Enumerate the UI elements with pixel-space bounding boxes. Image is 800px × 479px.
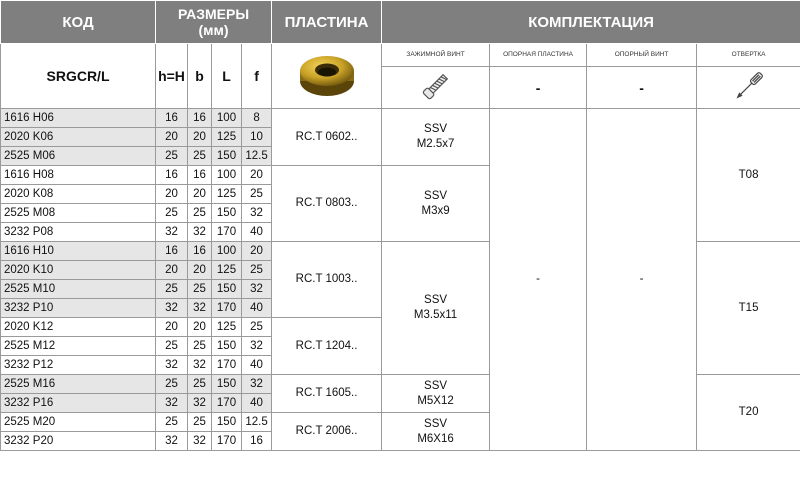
row-h: 25 — [156, 204, 188, 223]
clamp-screw-line1: SSV — [424, 417, 448, 430]
screw-icon — [417, 67, 455, 105]
row-code: 3232 P12 — [1, 356, 156, 375]
insert-cell: RC.T 0602.. — [272, 109, 382, 166]
row-b: 20 — [188, 185, 212, 204]
shim-screw-cell: - — [587, 109, 697, 451]
column-f: f — [242, 44, 272, 109]
header-sizes-label: РАЗМЕРЫ — [178, 6, 250, 22]
row-b: 25 — [188, 337, 212, 356]
row-L: 150 — [212, 413, 242, 432]
row-L: 100 — [212, 166, 242, 185]
column-h: h=H — [156, 44, 188, 109]
row-b: 32 — [188, 223, 212, 242]
row-f: 16 — [242, 432, 272, 451]
insert-cell: RC.T 1605.. — [272, 375, 382, 413]
row-h: 32 — [156, 394, 188, 413]
insert-cell: RC.T 1204.. — [272, 318, 382, 375]
row-code: 1616 H06 — [1, 109, 156, 128]
row-b: 25 — [188, 280, 212, 299]
row-code: 3232 P10 — [1, 299, 156, 318]
header-insert: ПЛАСТИНА — [272, 1, 382, 44]
column-code: SRGCR/L — [1, 44, 156, 109]
row-L: 170 — [212, 223, 242, 242]
clamp-screw-cell — [382, 375, 490, 413]
clamp-screw-line2: M6X16 — [417, 432, 454, 445]
row-h: 25 — [156, 147, 188, 166]
insert-cell: RC.T 1003.. — [272, 242, 382, 318]
row-h: 16 — [156, 242, 188, 261]
row-code: 2525 M20 — [1, 413, 156, 432]
row-h: 32 — [156, 432, 188, 451]
row-L: 150 — [212, 375, 242, 394]
column-L: L — [212, 44, 242, 109]
row-L: 170 — [212, 394, 242, 413]
header-sizes — [156, 1, 272, 44]
row-h: 20 — [156, 128, 188, 147]
row-code: 2525 M16 — [1, 375, 156, 394]
row-L: 125 — [212, 128, 242, 147]
row-b: 16 — [188, 242, 212, 261]
clamp-screw-line2: M3.5x11 — [413, 309, 458, 321]
clamp-screw-line2: M5X12 — [417, 394, 454, 407]
row-f: 10 — [242, 128, 272, 147]
row-b: 20 — [188, 128, 212, 147]
clamp-screw-line2: M3x9 — [421, 204, 450, 217]
row-code: 2020 K10 — [1, 261, 156, 280]
row-f: 32 — [242, 204, 272, 223]
row-code: 1616 H08 — [1, 166, 156, 185]
row-b: 32 — [188, 356, 212, 375]
header-sizes-unit: (мм) — [198, 22, 229, 38]
shim-screw-dash: - — [587, 67, 697, 109]
clamp-screw-line1: SSV — [424, 123, 448, 135]
row-h: 32 — [156, 356, 188, 375]
row-h: 25 — [156, 280, 188, 299]
row-L: 150 — [212, 280, 242, 299]
row-L: 125 — [212, 261, 242, 280]
screwdriver-icon — [730, 67, 768, 105]
insert-image-cell — [272, 44, 382, 109]
row-code: 3232 P08 — [1, 223, 156, 242]
clamp-screw-cell — [382, 413, 490, 451]
row-f: 40 — [242, 394, 272, 413]
row-f: 32 — [242, 375, 272, 394]
row-h: 25 — [156, 375, 188, 394]
row-L: 150 — [212, 337, 242, 356]
row-b: 25 — [188, 413, 212, 432]
clamp-screw-line2: M2.5x7 — [416, 138, 455, 150]
row-code: 2525 M06 — [1, 147, 156, 166]
insert-cell: RC.T 2006.. — [272, 413, 382, 451]
insert-cell: RC.T 0803.. — [272, 166, 382, 242]
clamp-screw-cell — [382, 242, 490, 375]
key-cell: T08 — [697, 109, 800, 242]
row-b: 20 — [188, 261, 212, 280]
row-code: 2525 M08 — [1, 204, 156, 223]
row-code: 2020 K06 — [1, 128, 156, 147]
row-f: 40 — [242, 223, 272, 242]
row-f: 40 — [242, 299, 272, 318]
row-h: 16 — [156, 109, 188, 128]
row-code: 2020 K08 — [1, 185, 156, 204]
row-b: 32 — [188, 394, 212, 413]
row-h: 25 — [156, 413, 188, 432]
subheader-key: ОТВЕРТКА — [697, 44, 800, 67]
row-code: 2525 M12 — [1, 337, 156, 356]
row-b: 25 — [188, 375, 212, 394]
row-L: 170 — [212, 432, 242, 451]
row-b: 32 — [188, 432, 212, 451]
clamp-screw-line1: SSV — [424, 379, 448, 392]
row-code: 2525 M10 — [1, 280, 156, 299]
row-L: 125 — [212, 318, 242, 337]
row-L: 150 — [212, 147, 242, 166]
row-h: 20 — [156, 185, 188, 204]
header-kit: КОМПЛЕКТАЦИЯ — [382, 1, 800, 44]
clamp-screw-cell — [382, 109, 490, 166]
row-code: 1616 H10 — [1, 242, 156, 261]
row-h: 25 — [156, 337, 188, 356]
row-L: 100 — [212, 242, 242, 261]
row-b: 16 — [188, 166, 212, 185]
row-h: 32 — [156, 299, 188, 318]
row-h: 20 — [156, 318, 188, 337]
clamp-screw-line1: SSV — [424, 294, 448, 306]
row-code: 3232 P16 — [1, 394, 156, 413]
row-f: 25 — [242, 261, 272, 280]
row-f: 25 — [242, 185, 272, 204]
row-f: 12.5 — [242, 147, 272, 166]
shim-dash: - — [490, 67, 587, 109]
column-b: b — [188, 44, 212, 109]
subheader-shim: ОПОРНАЯ ПЛАСТИНА — [490, 44, 587, 67]
row-b: 20 — [188, 318, 212, 337]
row-code: 2020 K12 — [1, 318, 156, 337]
row-L: 150 — [212, 204, 242, 223]
subheader-shim-screw: ОПОРНЫЙ ВИНТ — [587, 44, 697, 67]
row-f: 40 — [242, 356, 272, 375]
clamp-screw-cell — [382, 166, 490, 242]
key-cell: T15 — [697, 242, 800, 375]
clamp-screw-icon-cell — [382, 67, 490, 109]
subheader-clamp-screw: ЗАЖИМНОЙ ВИНТ — [382, 44, 490, 67]
round-insert-image — [296, 51, 358, 101]
row-h: 32 — [156, 223, 188, 242]
clamp-screw-line1: SSV — [424, 189, 448, 202]
row-L: 170 — [212, 299, 242, 318]
row-b: 32 — [188, 299, 212, 318]
header-code: КОД — [1, 1, 156, 44]
row-L: 100 — [212, 109, 242, 128]
key-cell: T20 — [697, 375, 800, 451]
row-f: 8 — [242, 109, 272, 128]
row-f: 32 — [242, 280, 272, 299]
row-f: 12.5 — [242, 413, 272, 432]
row-L: 170 — [212, 356, 242, 375]
row-h: 16 — [156, 166, 188, 185]
row-L: 125 — [212, 185, 242, 204]
shim-cell: - — [490, 109, 587, 451]
row-b: 25 — [188, 204, 212, 223]
row-b: 25 — [188, 147, 212, 166]
row-f: 32 — [242, 337, 272, 356]
row-f: 25 — [242, 318, 272, 337]
row-code: 3232 P20 — [1, 432, 156, 451]
row-f: 20 — [242, 242, 272, 261]
row-f: 20 — [242, 166, 272, 185]
key-icon-cell — [697, 67, 800, 109]
row-h: 20 — [156, 261, 188, 280]
row-b: 16 — [188, 109, 212, 128]
